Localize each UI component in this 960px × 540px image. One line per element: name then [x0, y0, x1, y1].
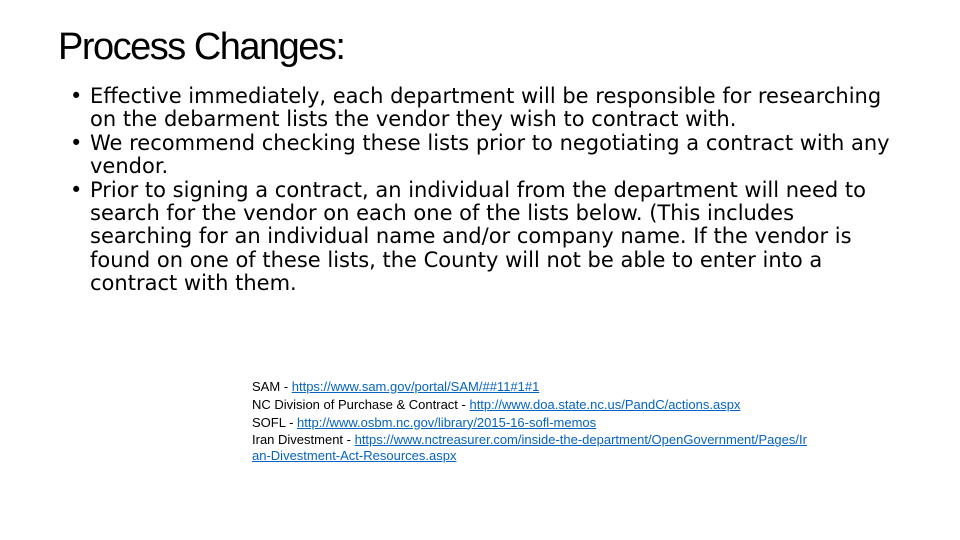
link-label: NC Division of Purchase & Contract - [252, 396, 470, 412]
slide-title: Process Changes: [58, 26, 345, 68]
debarment-links [252, 379, 912, 466]
link-label: SOFL - [252, 414, 298, 430]
sam-link[interactable]: https://www.sam.gov/portal/SAM/##11#1#1 [291, 379, 540, 394]
link-entry-purchase-contract [252, 397, 912, 412]
bullet-text: We recommend checking these lists prior to negotiating a contract with any vendor. [90, 130, 890, 179]
bullet-item [70, 179, 890, 296]
bullet-text: Effective immediately, each department will be responsible for researching on the debarment lists the vendor they wish to contract with. [90, 84, 882, 132]
purchase-contract-link[interactable]: http://www.doa.state.nc.us/PandC/actions.aspx [469, 396, 741, 412]
sofl-link[interactable]: http://www.osbm.nc.gov/library/2015-16-sofl-memos [297, 414, 597, 430]
link-entry-sam [252, 379, 912, 394]
link-entry-sofl [252, 415, 912, 430]
bullet-marker: • [70, 130, 83, 155]
bullet-list [70, 85, 890, 296]
link-entry-iran-divestment [252, 432, 812, 463]
bullet-item [70, 85, 890, 132]
link-label: Iran Divestment - [252, 432, 355, 448]
iran-divestment-link[interactable]: https://www.nctreasurer.com/inside-the-department/OpenGovernment/Pages/Iran-Divestment-Act-Resources.aspx [252, 432, 807, 463]
bullet-marker: • [70, 177, 83, 202]
link-label: SAM - [252, 379, 292, 394]
bullet-item [70, 132, 890, 179]
bullet-marker: • [70, 84, 83, 108]
bullet-text: Prior to signing a contract, an individual from the department will need to search for the vendor on each one of the lists below. (This includes searching for an individual name and/or company name. If the vendor is found on one of these lists, the County will not be able to enter into a contract with them. [90, 177, 866, 296]
